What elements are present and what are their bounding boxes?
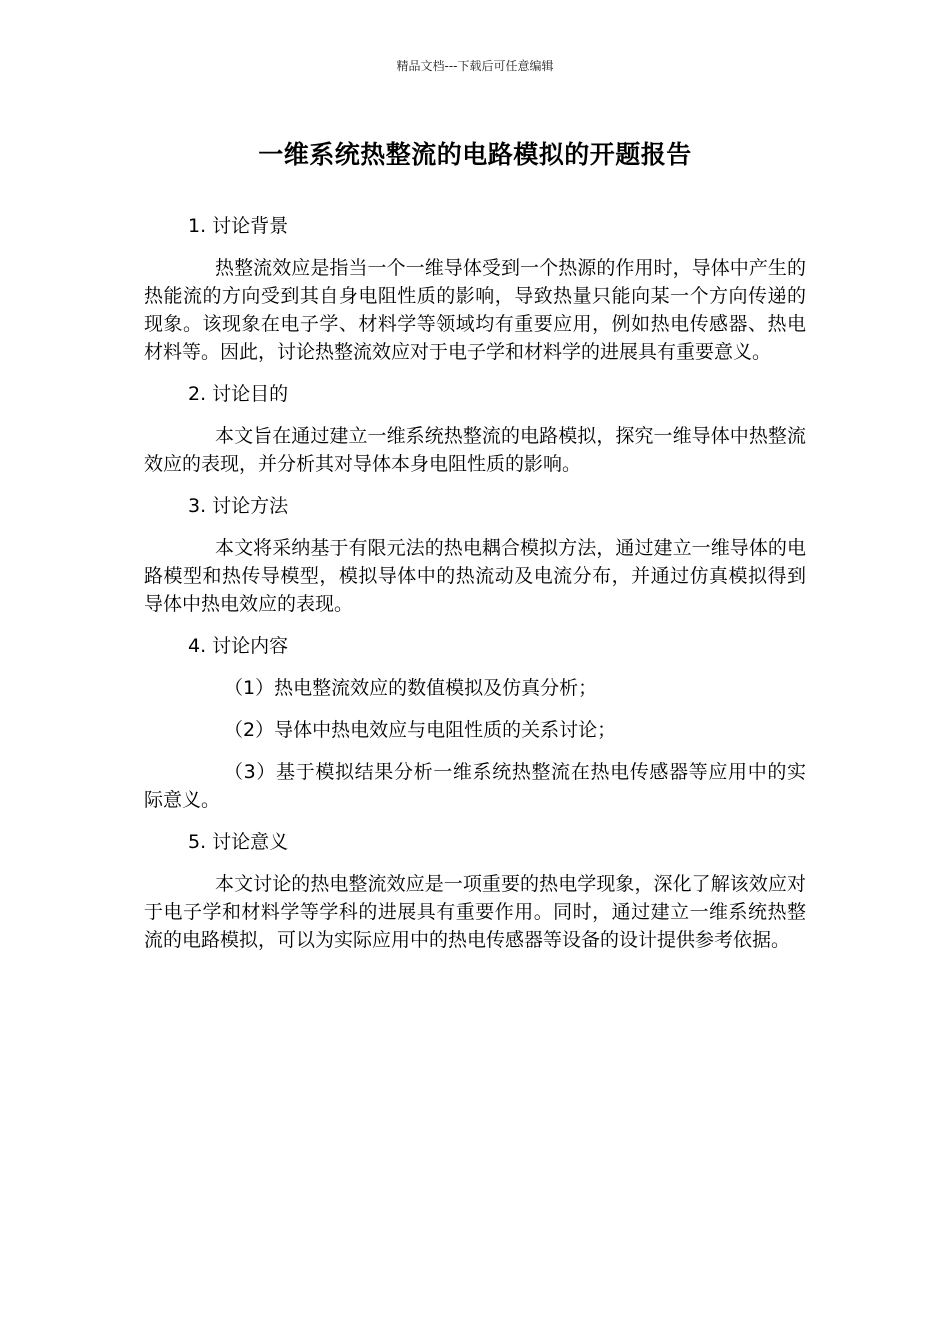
- section-paragraph-background: 热整流效应是指当一个一维导体受到一个热源的作用时，导体中产生的热能流的方向受到其自身电阻性质的影响，导致热量只能向某一个方向传递的现象。该现象在电子学、材料学等领域均有重要应用，例如热电传感器、热电材料等。因此，讨论热整流效应对于电子学和材料学的进展具有重要意义。: [144, 257, 806, 363]
- content-list-item: （1）热电整流效应的数值模拟及仿真分析；: [224, 677, 598, 699]
- section-paragraph-purpose: 本文旨在通过建立一维系统热整流的电路模拟，探究一维导体中热整流效应的表现，并分析其对导体本身电阻性质的影响。: [144, 425, 806, 475]
- document-body: [144, 212, 806, 968]
- section-heading-content: 4. 讨论内容: [188, 635, 289, 657]
- section-paragraph-method: 本文将采纳基于有限元法的热电耦合模拟方法，通过建立一维导体的电路模型和热传导模型，模拟导体中的热流动及电流分布，并通过仿真模拟得到导体中热电效应的表现。: [144, 537, 806, 615]
- section-paragraph-significance: 本文讨论的热电整流效应是一项重要的热电学现象，深化了解该效应对于电子学和材料学等学科的进展具有重要作用。同时，通过建立一维系统热整流的电路模拟，可以为实际应用中的热电传感器等设备的设计提供参考依据。: [144, 873, 806, 951]
- section-heading-background: 1. 讨论背景: [188, 215, 289, 237]
- document-title: 一维系统热整流的电路模拟的开题报告: [258, 140, 692, 169]
- section-heading-method: 3. 讨论方法: [188, 495, 289, 517]
- content-list-item: （3）基于模拟结果分析一维系统热整流在热电传感器等应用中的实际意义。: [144, 761, 806, 811]
- section-heading-purpose: 2. 讨论目的: [188, 383, 289, 405]
- header-note: 精品文档---下载后可任意编辑: [396, 59, 554, 73]
- section-heading-significance: 5. 讨论意义: [188, 831, 289, 853]
- content-list-item: （2）导体中热电效应与电阻性质的关系讨论；: [224, 719, 617, 741]
